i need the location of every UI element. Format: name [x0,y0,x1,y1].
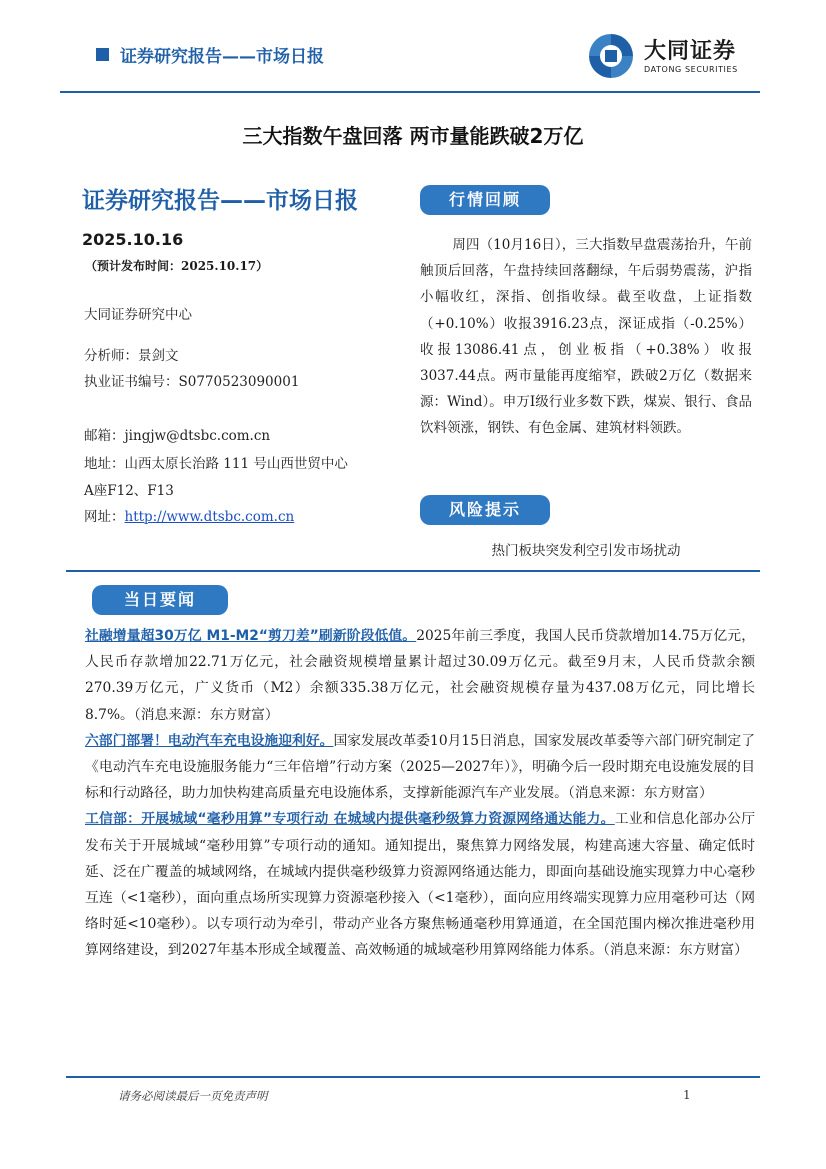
news-item [85,623,755,728]
email: 邮箱：jingjw@dtsbc.com.cn [84,428,271,444]
certificate-number: 执业证书编号：S0770523090001 [84,374,300,390]
news-headline[interactable]: 工信部：开展城域“毫秒用算”专项行动 在城域内提供毫秒级算力资源网络通达能力。 [85,811,615,828]
company-logo [582,28,762,84]
risk-text: 热门板块突发利空引发市场扰动 [491,543,681,559]
news-item [85,728,755,807]
website-link[interactable]: http://www.dtsbc.com.cn [124,509,295,525]
page-number: 1 [683,1088,691,1102]
news-headline[interactable]: 六部门部署！电动汽车充电设施迎利好。 [85,732,334,749]
website [84,505,294,525]
market-review-text: 周四（10月16日），三大指数早盘震荡抬升，午前触顶后回落，午盘持续回落翻绿，午后弱势震荡，沪指小幅收红，深指、创指收绿。截至收盘，上证指数（+0.10%）收报3916.23点，深证成指（-0.25%）收报13086.41点，创业板指（+0.38%）收报3037.44点。两市量能再度缩窄，跌破2万亿（数据来源：Wind）。申万Ⅰ级行业多数下跌，煤炭、银行、食品饮料领涨，钢铁、有色金属、建筑材料领跌。 [420,237,752,437]
news-body: 工业和信息化部办公厅发布关于开展城域“毫秒用算”专项行动的通知。通知提出，聚焦算力网络发展，构建高速大容量、确定低时延、泛在广覆盖的城域网络，在城域内提供毫秒级算力资源网络通达能力，即面向基础设施实现算力中心毫秒互连（<1毫秒），面向重点场所实现算力资源毫秒接入（<1毫秒），面向应用终端实现算力应用毫秒可达（网络时延<10毫秒）。以专项行动为牵引，带动产业各方聚焦畅通毫秒用算通道，在全国范围内梯次推进毫秒用算网络建设，到2027年基本形成全域覆盖、高效畅通的城域毫秒用算网络能力体系。（消息来源：东方财富） [85,811,756,959]
website-label: 网址： [84,509,125,525]
news-headline[interactable]: 社融增量超30万亿 M1-M2“剪刀差”刷新阶段低值。 [85,628,417,644]
logo-mark-icon [582,28,640,84]
footer-divider [66,1076,760,1078]
news-item [85,806,755,963]
address-line-2: A座F12、F13 [84,483,174,499]
news-list [85,623,755,964]
header-divider [60,91,760,93]
daily-news-tag: 当日要闻 [92,585,228,615]
report-type-heading: 证券研究报告——市场日报 [82,188,358,214]
logo-english-name: DATONG SECURITIES [644,65,738,74]
address-line-1: 地址：山西太原长治路 111 号山西世贸中心 [84,456,348,472]
market-review-tag: 行情回顾 [420,185,550,215]
research-center: 大同证券研究中心 [84,307,192,323]
publish-date: （预计发布时间：2025.10.17） [85,259,269,273]
analyst-name: 分析师：景剑文 [84,348,179,364]
report-title: 三大指数午盘回落 两市量能跌破2万亿 [242,124,584,148]
footer-disclaimer: 请务必阅读最后一页免责声明 [118,1089,268,1103]
news-body: 2025年前三季度，我国人民币贷款增加14.75万亿元，人民币存款增加22.71万亿元，社会融资规模增量累计超过30.09万亿元。截至9月末，人民币贷款余额270.39万亿元，广义货币（M2）余额335.38万亿元，社会融资规模存量为437.08万亿元，同比增长8.7%。（消息来源：东方财富） [85,628,756,723]
report-date: 2025.10.16 [82,230,184,249]
section-divider [66,570,760,572]
risk-tag: 风险提示 [420,495,550,525]
news-body: 国家发展改革委10月15日消息，国家发展改革委等六部门研究制定了《电动汽车充电设施服务能力“三年倍增”行动方案（2025—2027年）》，明确今后一段时期充电设施发展的目标和行动路径，助力加快构建高质量充电设施体系，支撑新能源汽车产业发展。（消息来源：东方财富） [85,732,755,802]
header-title: 证券研究报告——市场日报 [120,47,324,67]
logo-chinese-name: 大同证券 [644,39,737,64]
header-square-icon [96,48,109,61]
